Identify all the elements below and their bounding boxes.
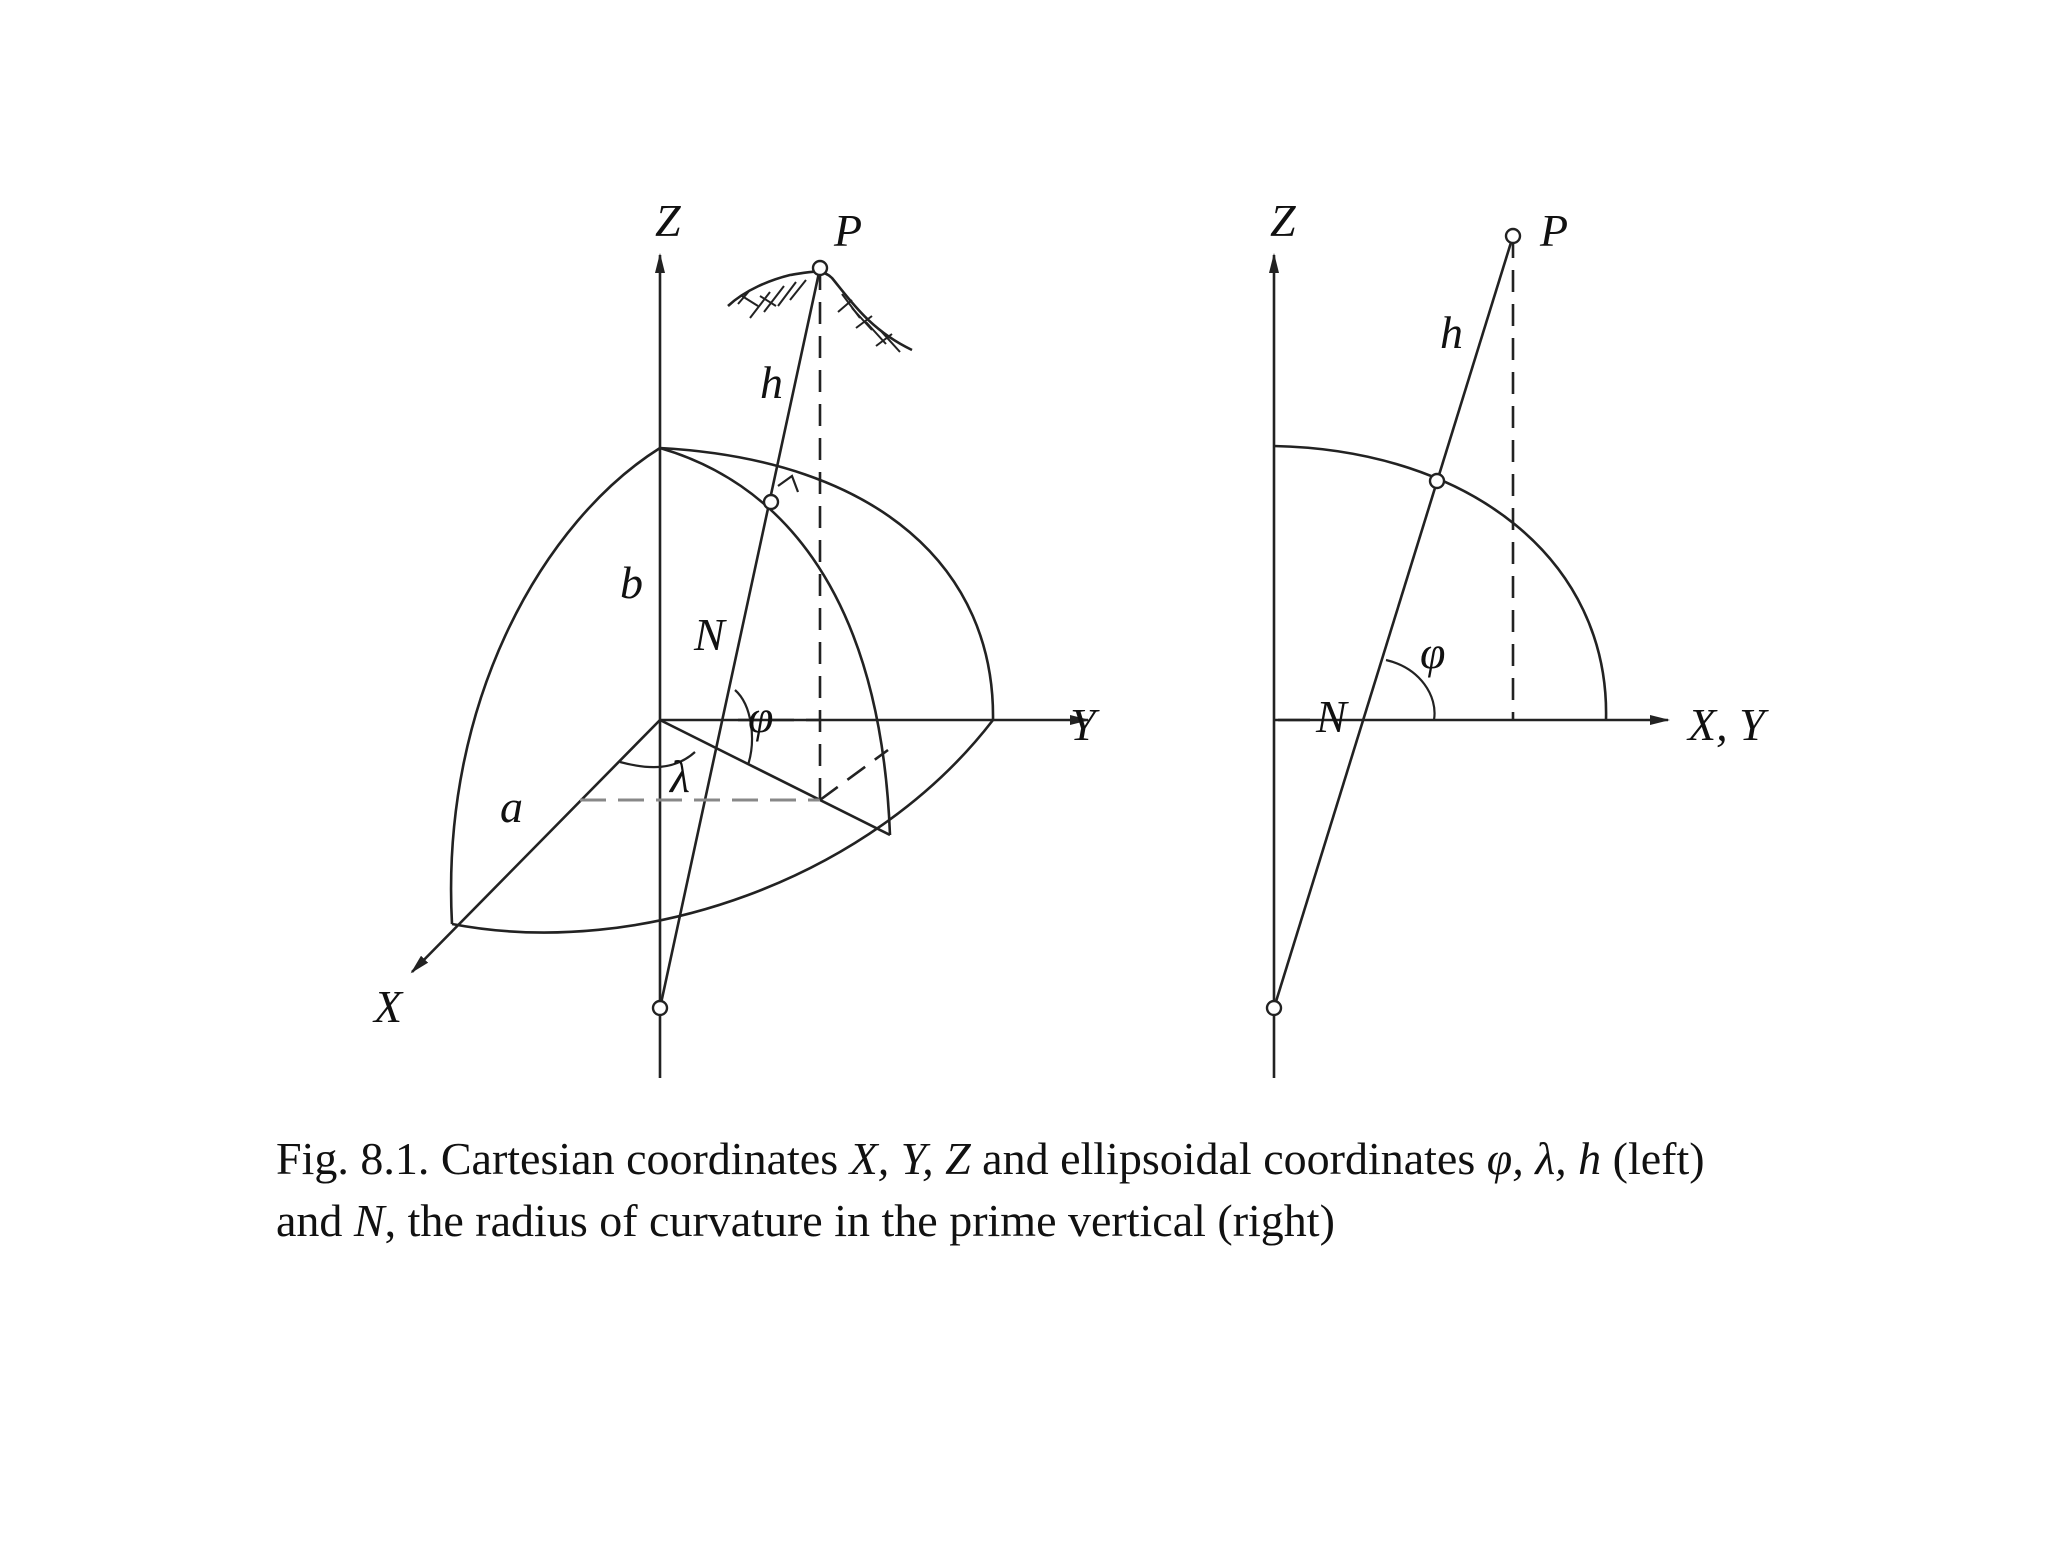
- left-p-label: P: [834, 205, 863, 256]
- right-h-label: h: [1440, 307, 1463, 358]
- left-z-label: Z: [655, 195, 681, 246]
- caption-line2-start: and: [276, 1195, 354, 1246]
- caption-xyz: X, Y, Z: [849, 1133, 971, 1184]
- left-normal-intersection: [653, 1001, 667, 1015]
- left-a-label: a: [500, 781, 523, 832]
- right-n-label: N: [1316, 691, 1347, 742]
- left-n-label: N: [694, 609, 725, 660]
- right-z-label: Z: [1270, 195, 1296, 246]
- left-y-label: Y: [1070, 699, 1096, 750]
- right-xy-label: X, Y: [1688, 699, 1765, 750]
- left-meridian-yz: [660, 448, 993, 720]
- right-phi-label: φ: [1420, 627, 1446, 678]
- left-longitude-line: [660, 720, 890, 835]
- left-surface-point: [764, 495, 778, 509]
- left-meridian-xz: [451, 448, 660, 924]
- caption-suffix: (left): [1601, 1133, 1705, 1184]
- left-point-p: [813, 261, 827, 275]
- left-x-label: X: [374, 981, 403, 1032]
- caption-prefix: Fig. 8.1. Cartesian coordinates: [276, 1133, 850, 1184]
- left-b-label: b: [620, 557, 643, 608]
- caption-angles: φ, λ, h: [1486, 1133, 1602, 1184]
- left-right-angle: [778, 476, 798, 492]
- right-p-label: P: [1540, 205, 1569, 256]
- left-diag-dash: [820, 750, 888, 800]
- left-h-label: h: [760, 357, 783, 408]
- left-phi-label: φ: [748, 691, 774, 742]
- figure-caption: [276, 1128, 1916, 1252]
- left-x-axis: [412, 720, 660, 972]
- right-point-p: [1506, 229, 1520, 243]
- right-surface-point: [1430, 474, 1444, 488]
- right-diagram: [1267, 195, 1769, 1078]
- right-normal-line: [1274, 236, 1513, 1008]
- caption-middle: and ellipsoidal coordinates: [970, 1133, 1487, 1184]
- right-normal-intersection: [1267, 1001, 1281, 1015]
- caption-line2-rest: , the radius of curvature in the prime vertical (right): [384, 1195, 1335, 1246]
- left-diagram: [372, 195, 1100, 1078]
- left-lambda-label: λ: [670, 751, 690, 802]
- caption-line2-n: N: [353, 1195, 385, 1246]
